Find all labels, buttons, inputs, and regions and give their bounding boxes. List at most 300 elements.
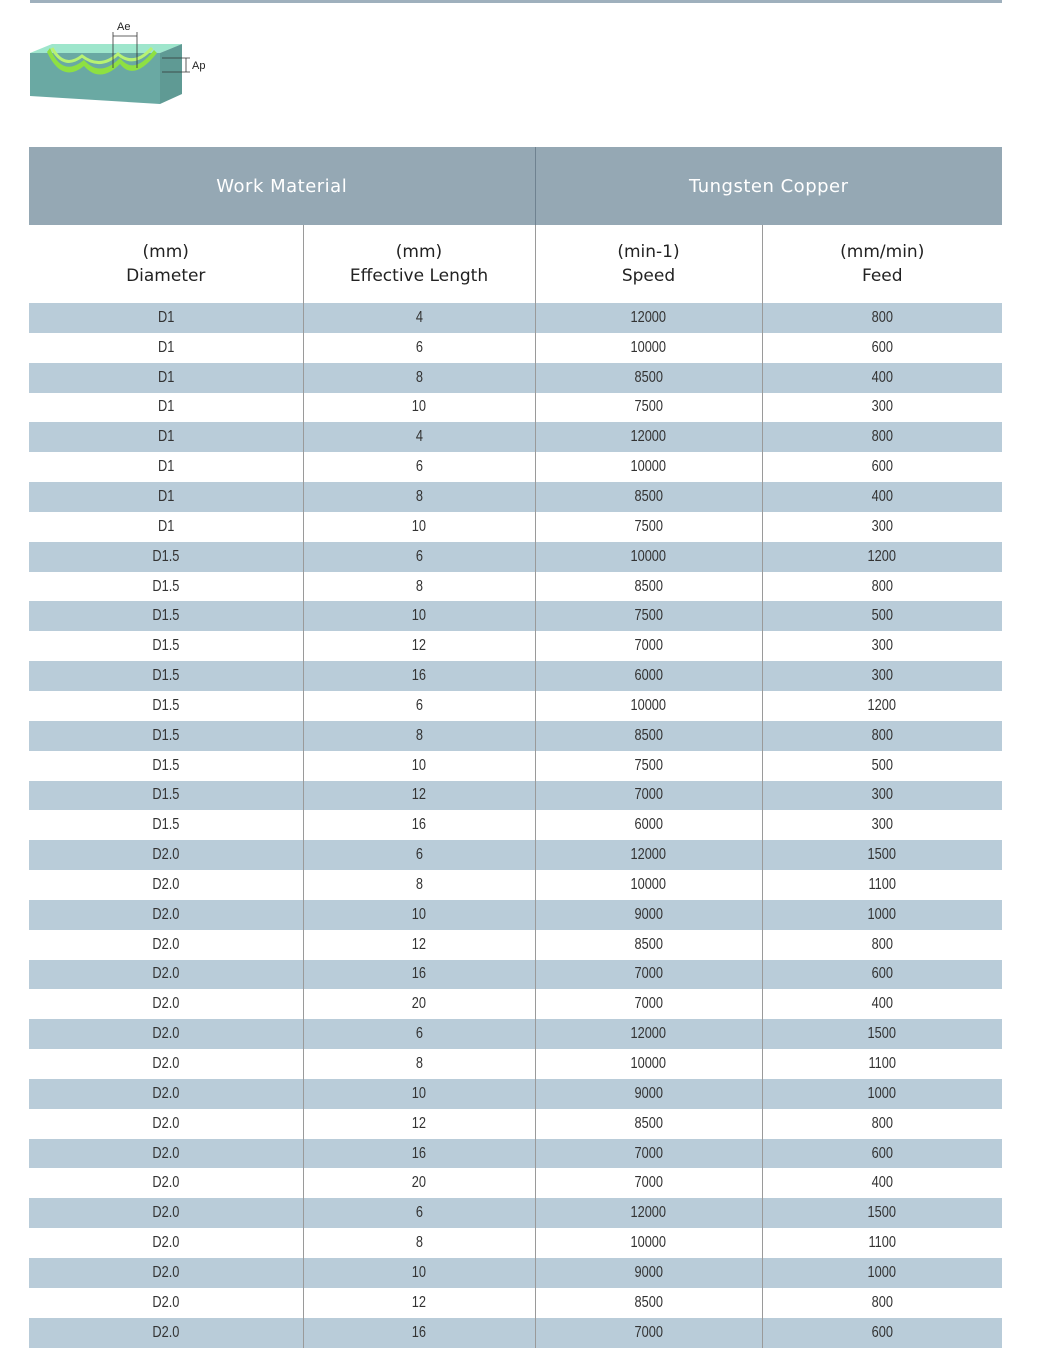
cell-effective-length xyxy=(303,363,535,393)
cell-feed xyxy=(762,960,1002,990)
material-name-header: Tungsten Copper xyxy=(535,147,1002,225)
cell-speed xyxy=(535,363,762,393)
cell-diameter xyxy=(29,1019,303,1049)
cell-value: 6 xyxy=(415,846,423,864)
cell-effective-length xyxy=(303,960,535,990)
cell-feed xyxy=(762,989,1002,1019)
cell-value: D1.5 xyxy=(152,607,180,625)
table-row xyxy=(29,542,1002,572)
cell-diameter xyxy=(29,393,303,423)
cell-value: 1100 xyxy=(868,1055,897,1073)
cell-feed xyxy=(762,840,1002,870)
cell-value: 16 xyxy=(411,816,427,834)
cell-value: 12 xyxy=(411,637,427,655)
cell-feed xyxy=(762,810,1002,840)
cell-diameter xyxy=(29,1079,303,1109)
cell-diameter xyxy=(29,1318,303,1348)
cell-feed xyxy=(762,1288,1002,1318)
cell-feed xyxy=(762,1168,1002,1198)
cell-feed xyxy=(762,751,1002,781)
table-row xyxy=(29,572,1002,602)
cell-value: 600 xyxy=(871,965,893,983)
cell-diameter xyxy=(29,1198,303,1228)
table-row xyxy=(29,781,1002,811)
cell-value: D2.0 xyxy=(152,846,180,864)
cell-value: 9000 xyxy=(634,1084,663,1102)
cell-value: 12000 xyxy=(630,428,667,446)
cell-value: 16 xyxy=(411,667,427,685)
cell-speed xyxy=(535,1288,762,1318)
cell-diameter xyxy=(29,452,303,482)
cell-effective-length xyxy=(303,542,535,572)
cell-value: D2.0 xyxy=(152,1204,180,1222)
cell-value: 10 xyxy=(411,905,427,923)
cell-value: D1 xyxy=(157,458,174,476)
table-row xyxy=(29,422,1002,452)
cell-value: 8500 xyxy=(634,1114,663,1132)
cell-value: 16 xyxy=(411,1323,427,1341)
cell-value: 600 xyxy=(871,1323,893,1341)
col-unit: (mm/min) xyxy=(840,242,925,262)
cell-diameter xyxy=(29,1139,303,1169)
cell-feed xyxy=(762,1198,1002,1228)
cell-speed xyxy=(535,840,762,870)
col-unit: (min-1) xyxy=(617,242,680,262)
cell-effective-length xyxy=(303,422,535,452)
cell-value: 8500 xyxy=(634,368,663,386)
cell-value: 8500 xyxy=(634,577,663,595)
cell-speed xyxy=(535,333,762,363)
cell-value: 6000 xyxy=(634,816,663,834)
cell-speed xyxy=(535,721,762,751)
cell-value: D2.0 xyxy=(152,1263,180,1281)
cell-value: 7000 xyxy=(634,965,663,983)
table-row xyxy=(29,1258,1002,1288)
cell-value: D1.5 xyxy=(152,637,180,655)
cell-value: 10000 xyxy=(630,547,667,565)
work-material-header: Work Material xyxy=(29,147,535,225)
cell-value: 400 xyxy=(871,1174,893,1192)
cell-value: 6 xyxy=(415,338,423,356)
cell-value: D2.0 xyxy=(152,1055,180,1073)
table-row xyxy=(29,1198,1002,1228)
cell-value: 7000 xyxy=(634,1174,663,1192)
cell-speed xyxy=(535,1228,762,1258)
table-row xyxy=(29,900,1002,930)
cell-feed xyxy=(762,1109,1002,1139)
cell-effective-length xyxy=(303,691,535,721)
cell-diameter xyxy=(29,512,303,542)
cell-value: 12 xyxy=(411,786,427,804)
cell-value: 6 xyxy=(415,458,423,476)
col-header-effective-length xyxy=(303,225,535,303)
cell-value: D2.0 xyxy=(152,935,180,953)
cell-value: 10000 xyxy=(630,1234,667,1252)
cell-value: 12000 xyxy=(630,308,667,326)
cell-value: D1.5 xyxy=(152,667,180,685)
cell-speed xyxy=(535,1049,762,1079)
cell-value: 9000 xyxy=(634,1263,663,1281)
cell-diameter xyxy=(29,482,303,512)
table-row xyxy=(29,840,1002,870)
cell-diameter xyxy=(29,333,303,363)
cell-effective-length xyxy=(303,512,535,542)
cell-value: 7500 xyxy=(634,607,663,625)
cell-value: 500 xyxy=(871,756,893,774)
cell-value: 800 xyxy=(871,935,893,953)
cell-value: 7000 xyxy=(634,1144,663,1162)
cell-value: D1 xyxy=(157,487,174,505)
cell-diameter xyxy=(29,542,303,572)
cell-diameter xyxy=(29,691,303,721)
cell-value: 12000 xyxy=(630,1204,667,1222)
cell-value: 1000 xyxy=(868,1084,897,1102)
cell-speed xyxy=(535,422,762,452)
cell-diameter xyxy=(29,989,303,1019)
cell-effective-length xyxy=(303,1288,535,1318)
cell-effective-length xyxy=(303,482,535,512)
cell-value: 1000 xyxy=(868,905,897,923)
cell-speed xyxy=(535,960,762,990)
cell-value: 7500 xyxy=(634,517,663,535)
cell-value: 500 xyxy=(871,607,893,625)
cell-value: 7500 xyxy=(634,398,663,416)
table-row xyxy=(29,482,1002,512)
cell-effective-length xyxy=(303,572,535,602)
cell-value: 1000 xyxy=(868,1263,897,1281)
cell-value: D2.0 xyxy=(152,1323,180,1341)
table-row xyxy=(29,1079,1002,1109)
cell-diameter xyxy=(29,870,303,900)
cell-diameter xyxy=(29,960,303,990)
cell-feed xyxy=(762,1139,1002,1169)
col-name: Speed xyxy=(621,266,676,286)
cell-value: 1500 xyxy=(868,1204,897,1222)
cell-value: 400 xyxy=(871,487,893,505)
col-name: Effective Length xyxy=(349,266,489,286)
cell-effective-length xyxy=(303,333,535,363)
cell-value: 1200 xyxy=(868,696,897,714)
cell-feed xyxy=(762,333,1002,363)
cell-value: 1100 xyxy=(868,1234,897,1252)
cell-effective-length xyxy=(303,631,535,661)
cell-value: 300 xyxy=(871,816,893,834)
table-row xyxy=(29,333,1002,363)
cell-effective-length xyxy=(303,1198,535,1228)
cell-value: 800 xyxy=(871,1114,893,1132)
table-row xyxy=(29,1049,1002,1079)
cell-diameter xyxy=(29,1168,303,1198)
cell-value: 300 xyxy=(871,637,893,655)
cell-effective-length xyxy=(303,601,535,631)
cell-effective-length xyxy=(303,900,535,930)
cell-diameter xyxy=(29,1109,303,1139)
cell-value: 8500 xyxy=(634,1293,663,1311)
table-row xyxy=(29,1318,1002,1348)
cell-diameter xyxy=(29,601,303,631)
table-row xyxy=(29,751,1002,781)
cell-value: D1 xyxy=(157,368,174,386)
cell-feed xyxy=(762,930,1002,960)
cell-value: 8 xyxy=(415,487,423,505)
cell-value: D2.0 xyxy=(152,1084,180,1102)
cell-diameter xyxy=(29,1258,303,1288)
cell-value: 8500 xyxy=(634,726,663,744)
cell-speed xyxy=(535,512,762,542)
cell-diameter xyxy=(29,840,303,870)
cell-value: 7000 xyxy=(634,1323,663,1341)
cell-feed xyxy=(762,1318,1002,1348)
cell-value: 8500 xyxy=(634,935,663,953)
cell-feed xyxy=(762,422,1002,452)
cell-value: D2.0 xyxy=(152,1293,180,1311)
cell-value: 8 xyxy=(415,1055,423,1073)
cell-diameter xyxy=(29,1049,303,1079)
cell-speed xyxy=(535,1019,762,1049)
cell-speed xyxy=(535,781,762,811)
cell-value: 6 xyxy=(415,1025,423,1043)
cell-effective-length xyxy=(303,810,535,840)
cell-effective-length xyxy=(303,1019,535,1049)
cell-value: 12000 xyxy=(630,846,667,864)
cell-feed xyxy=(762,482,1002,512)
cell-diameter xyxy=(29,1288,303,1318)
cell-effective-length xyxy=(303,781,535,811)
cell-value: 10 xyxy=(411,398,427,416)
cell-value: 4 xyxy=(415,308,423,326)
table-row xyxy=(29,363,1002,393)
cell-speed xyxy=(535,691,762,721)
cell-diameter xyxy=(29,661,303,691)
cell-feed xyxy=(762,601,1002,631)
cell-speed xyxy=(535,1318,762,1348)
cell-feed xyxy=(762,363,1002,393)
cell-value: D2.0 xyxy=(152,995,180,1013)
cell-value: 600 xyxy=(871,1144,893,1162)
cell-value: 7000 xyxy=(634,637,663,655)
cell-value: D1.5 xyxy=(152,756,180,774)
cell-value: D1 xyxy=(157,308,174,326)
cell-value: 10 xyxy=(411,1084,427,1102)
ae-label: Ae xyxy=(117,21,131,33)
cell-feed xyxy=(762,781,1002,811)
cell-diameter xyxy=(29,363,303,393)
cell-speed xyxy=(535,1079,762,1109)
cell-value: 10 xyxy=(411,756,427,774)
cutting-parameters-table xyxy=(29,147,1002,1348)
cell-feed xyxy=(762,512,1002,542)
cell-value: 12 xyxy=(411,935,427,953)
table-row xyxy=(29,1228,1002,1258)
cell-value: D2.0 xyxy=(152,1234,180,1252)
cell-feed xyxy=(762,542,1002,572)
table-row xyxy=(29,691,1002,721)
cell-feed xyxy=(762,393,1002,423)
cell-value: 300 xyxy=(871,667,893,685)
table-row xyxy=(29,1019,1002,1049)
col-name: Diameter xyxy=(126,266,206,286)
cell-value: D2.0 xyxy=(152,1025,180,1043)
cell-value: D1 xyxy=(157,517,174,535)
cell-value: 6 xyxy=(415,696,423,714)
cell-value: D1.5 xyxy=(152,577,180,595)
cell-value: 16 xyxy=(411,965,427,983)
cell-diameter xyxy=(29,1228,303,1258)
cell-feed xyxy=(762,1228,1002,1258)
cell-feed xyxy=(762,631,1002,661)
cell-value: D1 xyxy=(157,428,174,446)
cell-value: D2.0 xyxy=(152,1114,180,1132)
cell-speed xyxy=(535,542,762,572)
cell-value: 8 xyxy=(415,1234,423,1252)
cell-effective-length xyxy=(303,1049,535,1079)
cell-speed xyxy=(535,930,762,960)
cell-value: 800 xyxy=(871,428,893,446)
cell-value: 1500 xyxy=(868,1025,897,1043)
cell-value: 800 xyxy=(871,726,893,744)
cell-value: 10000 xyxy=(630,338,667,356)
table-row xyxy=(29,810,1002,840)
table-row xyxy=(29,601,1002,631)
cell-value: D1.5 xyxy=(152,547,180,565)
cell-diameter xyxy=(29,572,303,602)
cell-value: 1100 xyxy=(868,875,897,893)
table-row xyxy=(29,989,1002,1019)
cell-effective-length xyxy=(303,303,535,333)
block-side-face xyxy=(160,44,182,104)
cell-feed xyxy=(762,1258,1002,1288)
cell-value: 7000 xyxy=(634,995,663,1013)
cell-speed xyxy=(535,393,762,423)
cell-effective-length xyxy=(303,989,535,1019)
cell-value: D2.0 xyxy=(152,965,180,983)
cell-value: D2.0 xyxy=(152,905,180,923)
cell-speed xyxy=(535,1168,762,1198)
cell-speed xyxy=(535,482,762,512)
cell-value: 12 xyxy=(411,1293,427,1311)
cell-speed xyxy=(535,1258,762,1288)
cell-feed xyxy=(762,452,1002,482)
cell-speed xyxy=(535,1198,762,1228)
cell-feed xyxy=(762,1019,1002,1049)
cell-speed xyxy=(535,631,762,661)
table-row xyxy=(29,631,1002,661)
table-row xyxy=(29,452,1002,482)
cell-value: 1500 xyxy=(868,846,897,864)
cutting-diagram xyxy=(22,18,222,113)
cell-value: 800 xyxy=(871,1293,893,1311)
cell-effective-length xyxy=(303,393,535,423)
top-rule xyxy=(30,0,1002,3)
cell-effective-length xyxy=(303,1258,535,1288)
cell-value: D2.0 xyxy=(152,1144,180,1162)
cell-value: D1.5 xyxy=(152,726,180,744)
material-header-row xyxy=(29,147,1002,225)
cell-effective-length xyxy=(303,1109,535,1139)
cell-value: 800 xyxy=(871,577,893,595)
col-name: Feed xyxy=(861,266,903,286)
cell-diameter xyxy=(29,631,303,661)
cell-feed xyxy=(762,1049,1002,1079)
cell-value: 10 xyxy=(411,607,427,625)
cell-speed xyxy=(535,303,762,333)
cell-value: 6 xyxy=(415,547,423,565)
table-row xyxy=(29,512,1002,542)
cell-feed xyxy=(762,900,1002,930)
cell-effective-length xyxy=(303,661,535,691)
cell-effective-length xyxy=(303,930,535,960)
cell-diameter xyxy=(29,422,303,452)
table-row xyxy=(29,1139,1002,1169)
cell-value: 10000 xyxy=(630,696,667,714)
cell-value: 8 xyxy=(415,875,423,893)
cell-effective-length xyxy=(303,840,535,870)
cell-speed xyxy=(535,751,762,781)
table-row xyxy=(29,661,1002,691)
cell-value: 7000 xyxy=(634,786,663,804)
cell-value: 10 xyxy=(411,1263,427,1281)
col-header-diameter xyxy=(29,225,303,303)
cell-value: 12000 xyxy=(630,1025,667,1043)
cell-speed xyxy=(535,572,762,602)
cell-effective-length xyxy=(303,721,535,751)
col-unit: (mm) xyxy=(395,242,443,262)
cell-speed xyxy=(535,601,762,631)
cell-value: 20 xyxy=(411,1174,427,1192)
cell-effective-length xyxy=(303,1139,535,1169)
cell-value: 8 xyxy=(415,726,423,744)
cell-value: D1.5 xyxy=(152,816,180,834)
table-row xyxy=(29,721,1002,751)
cell-diameter xyxy=(29,930,303,960)
cell-diameter xyxy=(29,781,303,811)
cell-value: 8 xyxy=(415,368,423,386)
cell-value: 400 xyxy=(871,368,893,386)
cell-speed xyxy=(535,900,762,930)
cell-value: 7500 xyxy=(634,756,663,774)
cell-value: 6 xyxy=(415,1204,423,1222)
col-unit: (mm) xyxy=(142,242,189,262)
cell-diameter xyxy=(29,810,303,840)
cell-value: 300 xyxy=(871,517,893,535)
cell-value: 10000 xyxy=(630,875,667,893)
cell-value: 9000 xyxy=(634,905,663,923)
cell-value: D2.0 xyxy=(152,875,180,893)
cell-value: 16 xyxy=(411,1144,427,1162)
cell-effective-length xyxy=(303,1079,535,1109)
cell-feed xyxy=(762,661,1002,691)
cell-value: 10000 xyxy=(630,1055,667,1073)
cell-feed xyxy=(762,572,1002,602)
table-row xyxy=(29,930,1002,960)
cell-value: D1.5 xyxy=(152,696,180,714)
column-header-row xyxy=(29,225,1002,303)
cell-feed xyxy=(762,303,1002,333)
cell-speed xyxy=(535,661,762,691)
table-row xyxy=(29,393,1002,423)
cell-speed xyxy=(535,1139,762,1169)
cell-value: 8500 xyxy=(634,487,663,505)
cell-effective-length xyxy=(303,452,535,482)
cell-feed xyxy=(762,721,1002,751)
cell-speed xyxy=(535,452,762,482)
cell-feed xyxy=(762,691,1002,721)
table-row xyxy=(29,1288,1002,1318)
cell-value: 300 xyxy=(871,398,893,416)
cell-diameter xyxy=(29,751,303,781)
cell-diameter xyxy=(29,900,303,930)
table-row xyxy=(29,960,1002,990)
